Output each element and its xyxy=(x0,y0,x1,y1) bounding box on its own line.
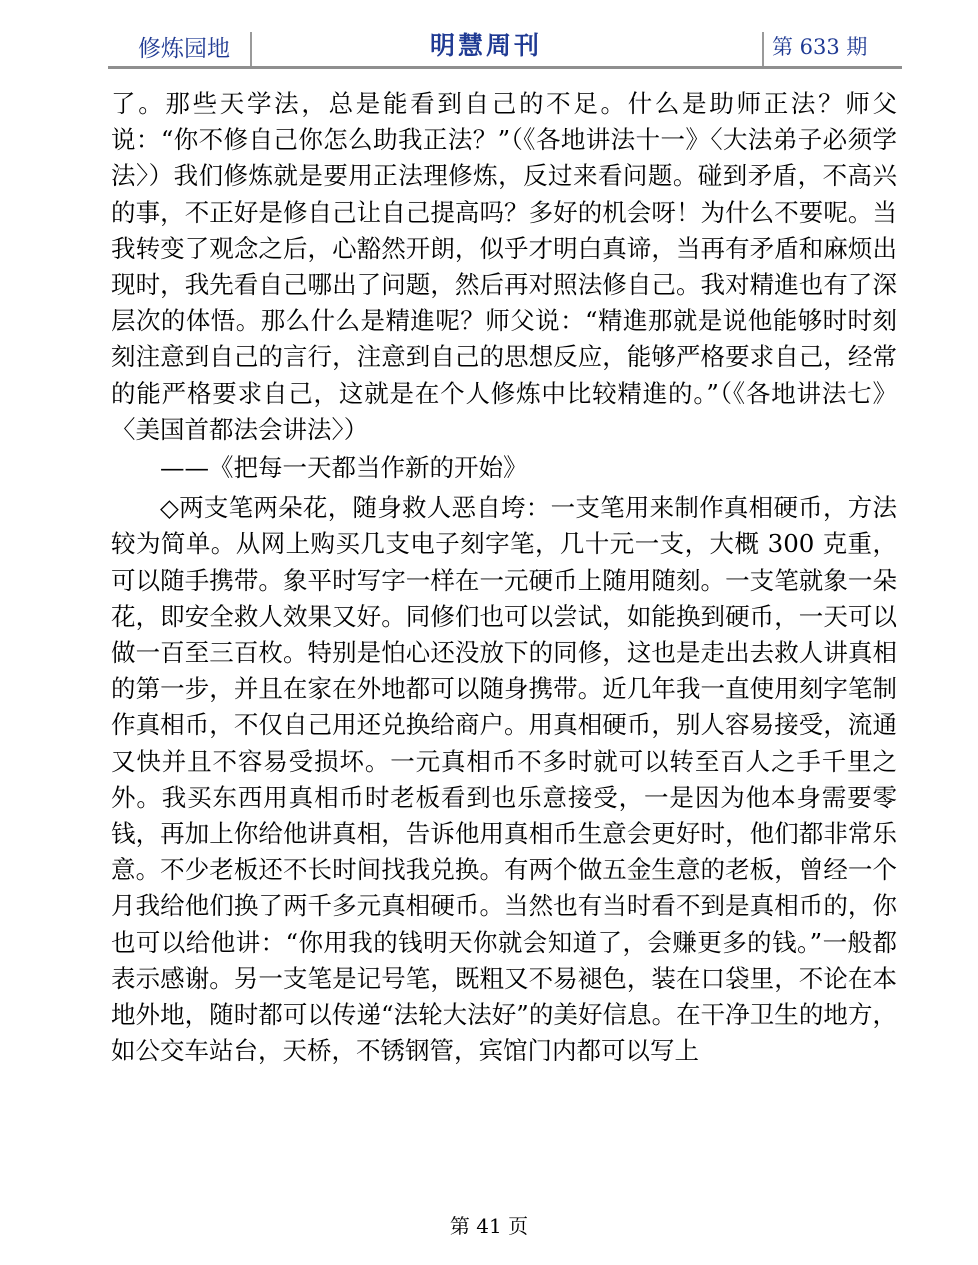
publication-title: 明慧周刊 xyxy=(430,31,543,60)
header-divider xyxy=(762,32,764,66)
section-name: 修炼园地 xyxy=(138,36,230,62)
article-body xyxy=(111,86,897,1069)
page-number: 第 41 页 xyxy=(449,1214,529,1238)
issue-number: 第 633 期 xyxy=(772,35,868,59)
header-rule xyxy=(108,66,902,69)
page-header xyxy=(108,24,902,68)
paragraph: 了。那些天学法，总是能看到自己的不足。什么是助师正法？师父说：“你不修自己你怎么助我正法？”（《各地讲法十一》〈大法弟子必须学法〉）我们修炼就是要用正法理修炼，反过来看问题。碰到矛盾，不高兴的事，不正好是修自己让自己提高吗？多好的机会呀！为什么不要呢。当我转变了观念之后，心豁然开朗，似乎才明白真谛，当再有矛盾和麻烦出现时，我先看自己哪出了问题，然后再对照法修自己。我对精進也有了深层次的体悟。那么什么是精進呢？师父说：“精進那就是说他能够时时刻刻注意到自己的言行，注意到自己的思想反应，能够严格要求自己，经常的能严格要求自己，这就是在个人修炼中比较精進的。”（《各地讲法七》〈美国首都法会讲法〉） xyxy=(111,89,897,444)
source-citation: ——《把每一天都当作新的开始》 xyxy=(160,453,528,483)
header-divider xyxy=(250,32,252,66)
paragraph: ◇两支笔两朵花，随身救人恶自垮：一支笔用来制作真相硬币，方法较为简单。从网上购买几支电子刻字笔，几十元一支，大概 300 克重，可以随手携带。象平时写字一样在一元硬币上随用随刻。一支笔就象一朵花，即安全救人效果又好。同修们也可以尝试，如能换到硬币，一天可以做一百至三百枚。特别是怕心还没放下的同修，这也是走出去救人讲真相的第一步，并且在家在外地都可以随身携带。近几年我一直使用刻字笔制作真相币，不仅自己用还兑换给商户。用真相硬币，别人容易接受，流通又快并且不容易受损坏。一元真相币不多时就可以转至百人之手千里之外。我买东西用真相币时老板看到也乐意接受，一是因为他本身需要零钱，再加上你给他讲真相，告诉他用真相币生意会更好时，他们都非常乐意。不少老板还不长时间找我兑换。有两个做五金生意的老板，曾经一个月我给他们换了两千多元真相硬币。当然也有当时看不到是真相币的，你也可以给他讲：“你用我的钱明天你就会知道了，会赚更多的钱。”一般都表示感谢。另一支笔是记号笔，既粗又不易褪色，装在口袋里，不论在本地外地，随时都可以传递“法轮大法好”的美好信息。在干净卫生的地方，如公交车站台，天桥，不锈钢管，宾馆门内都可以写上 xyxy=(111,493,897,1066)
